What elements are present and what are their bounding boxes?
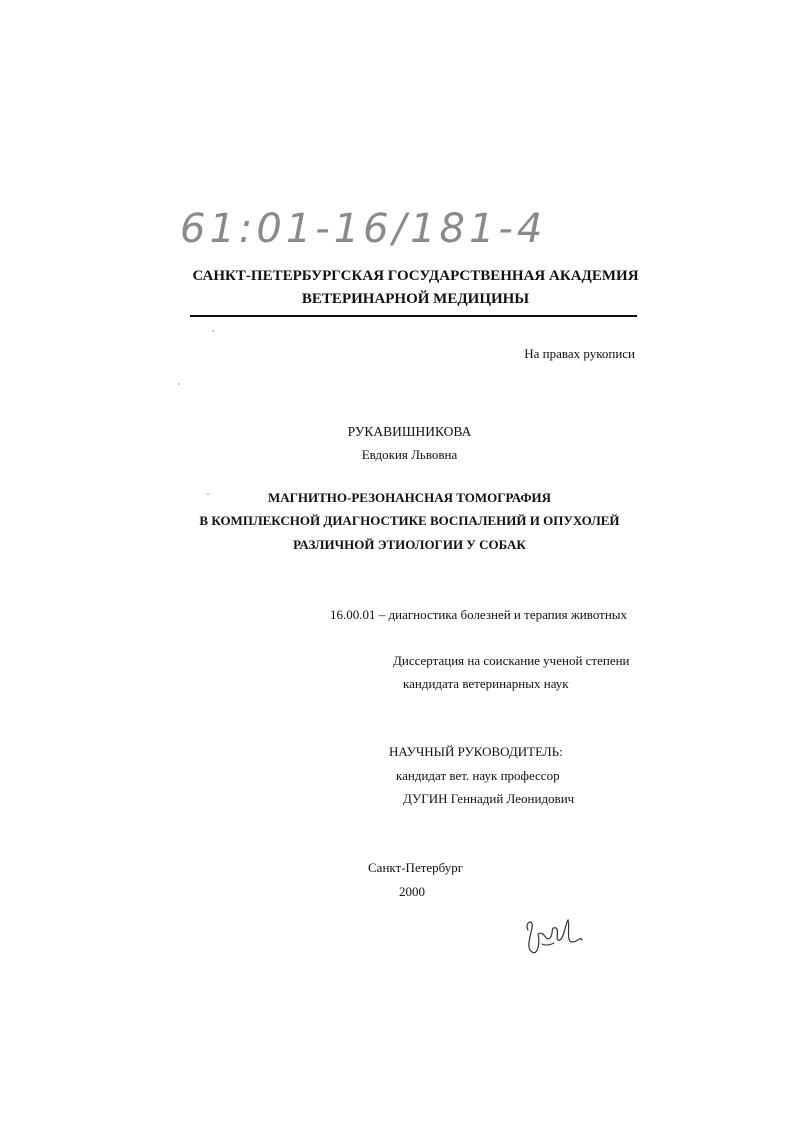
- library-stamp-number: 61:01-16/181-4: [180, 206, 547, 252]
- title-line-2: В КОМПЛЕКСНОЙ ДИАГНОСТИКЕ ВОСПАЛЕНИЙ И ОПУХОЛЕЙ: [199, 513, 620, 528]
- city: Санкт-Петербург: [368, 860, 464, 875]
- author-surname: РУКАВИШНИКОВА: [347, 424, 472, 439]
- author-given-names: Евдокия Львовна: [361, 447, 458, 462]
- supervisor-name: ДУГИН Геннадий Леонидович: [403, 791, 575, 806]
- title-line-3: РАЗЛИЧНОЙ ЭТИОЛОГИИ У СОБАК: [293, 537, 526, 552]
- year: 2000: [399, 884, 425, 899]
- scan-speck: [178, 383, 180, 385]
- rights-note: На правах рукописи: [524, 346, 635, 361]
- title-line-1: МАГНИТНО-РЕЗОНАНСНАЯ ТОМОГРАФИЯ: [267, 490, 552, 505]
- organization-line-2: ВЕТЕРИНАРНОЙ МЕДИЦИНЫ: [301, 291, 530, 307]
- handwritten-signature: [520, 912, 590, 957]
- scan-speck: [212, 330, 214, 332]
- supervisor-degree: кандидат вет. наук профессор: [396, 768, 560, 783]
- organization-line-1: САНКТ-ПЕТЕРБУРГСКАЯ ГОСУДАРСТВЕННАЯ АКАДЕМИЯ: [192, 268, 639, 284]
- header-divider: [190, 315, 637, 317]
- dissertation-line-2: кандидата ветеринарных наук: [403, 676, 569, 691]
- supervisor-heading: НАУЧНЫЙ РУКОВОДИТЕЛЬ:: [389, 744, 563, 759]
- dissertation-line-1: Диссертация на соискание ученой степени: [393, 653, 630, 668]
- specialty-code: 16.00.01 – диагностика болезней и терапия животных: [330, 607, 628, 622]
- scan-speck: [207, 493, 209, 495]
